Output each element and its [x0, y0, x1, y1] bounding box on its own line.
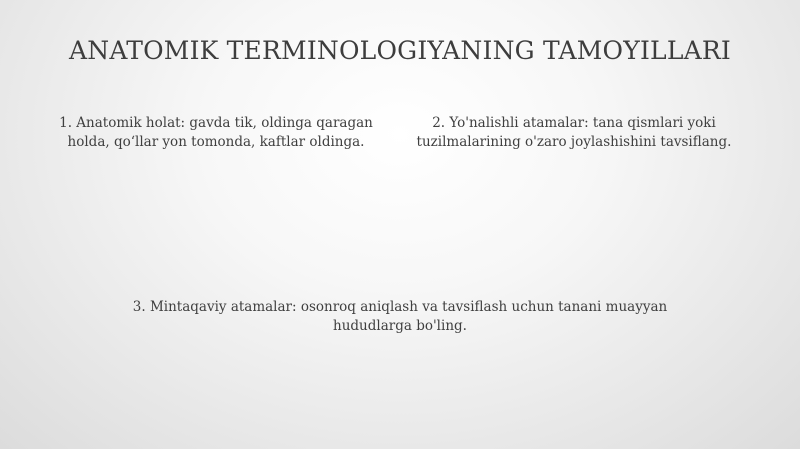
slide-title: ANATOMIK TERMINOLOGIYANING TAMOYILLARI	[69, 36, 731, 65]
point-anatomical-position: 1. Anatomik holat: gavda tik, oldinga qaragan holda, qo‘llar yon tomonda, kaftlar oldinga.	[59, 115, 373, 150]
point-directional-terms: 2. Yo'nalishli atamalar: tana qismlari yoki tuzilmalarining o'zaro joylashishini tavsiflang.	[416, 115, 732, 150]
point-regional-terms: 3. Mintaqaviy atamalar: osonroq aniqlash va tavsiflash uchun tanani muayyan hududlarga bo'ling.	[132, 299, 668, 334]
